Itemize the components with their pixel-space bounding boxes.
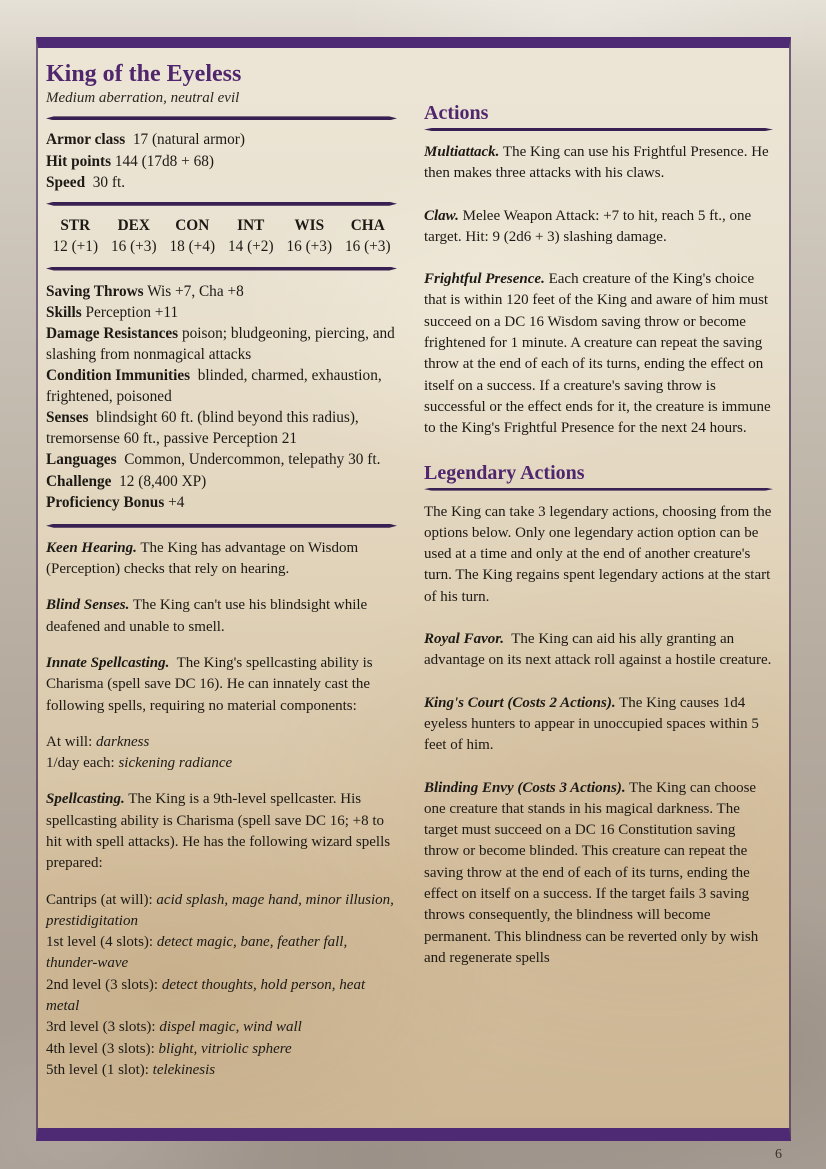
stat-block-frame	[36, 37, 791, 1141]
core-properties	[46, 129, 397, 192]
stat-block-columns	[38, 48, 789, 1081]
divider-rule	[46, 202, 397, 206]
legendary-action-paragraph: King's Court (Costs 2 Actions). The King causes 1d4 eyeless hunters to appear in unoccupied spaces within 5 feet of him.	[424, 694, 759, 754]
divider-rule	[46, 116, 397, 120]
divider-rule	[46, 524, 397, 528]
detail-row: Challenge 12 (8,400 XP)	[46, 472, 207, 490]
actions-heading: Actions	[424, 102, 489, 124]
spell-level-row: 4th level (3 slots): blight, vitriolic sphere	[46, 1040, 292, 1057]
spell-level-row: 3rd level (3 slots): dispel magic, wind wall	[46, 1019, 302, 1036]
detail-row: Proficiency Bonus +4	[46, 493, 185, 511]
trait-paragraph: Blind Senses. The King can't use his blindsight while deafened and unable to smell.	[46, 597, 368, 635]
legendary-actions-heading: Legendary Actions	[424, 461, 585, 484]
action-paragraph: Multiattack. The King can use his Frightful Presence. He then makes three attacks with his claws.	[424, 144, 769, 182]
divider-rule	[46, 267, 397, 271]
heading-rule	[424, 128, 773, 131]
detail-row: Saving Throws Wis +7, Cha +8	[46, 282, 244, 300]
ability-column: CHA 16 (+3)	[344, 216, 391, 256]
prepared-spell-list	[46, 890, 397, 1082]
spell-level-row: 2nd level (3 slots): detect thoughts, hold person, heat metal	[46, 976, 366, 1015]
ability-column: INT 14 (+2)	[227, 216, 274, 256]
innate-spell-row: 1/day each: sickening radiance	[46, 755, 233, 772]
action-paragraph: Claw. Melee Weapon Attack: +7 to hit, reach 5 ft., one target. Hit: 9 (2d6 + 3) slashing damage.	[424, 207, 752, 245]
legendary-action-paragraph: Royal Favor. The King can aid his ally granting an advantage on its next attack roll against a hostile creature.	[424, 631, 772, 669]
detail-row: Languages Common, Undercommon, telepathy 30 ft.	[46, 451, 381, 469]
detail-row: Condition Immunities blinded, charmed, exhaustion, frightened, poisoned	[46, 366, 382, 406]
page-number: 6	[775, 1147, 782, 1162]
ability-column: WIS 16 (+3)	[286, 216, 333, 256]
detail-properties	[46, 281, 397, 513]
monster-subtitle: Medium aberration, neutral evil	[46, 90, 240, 107]
trait-paragraph: Innate Spellcasting. The King's spellcasting ability is Charisma (spell save DC 16). He can innately cast the following spells, requiring no material components:	[46, 654, 373, 714]
property-row: Hit points 144 (17d8 + 68)	[46, 152, 214, 170]
detail-row: Skills Perception +11	[46, 303, 179, 321]
property-row: Speed 30 ft.	[46, 173, 126, 191]
detail-row: Senses blindsight 60 ft. (blind beyond this radius), tremorsense 60 ft., passive Perception 21	[46, 409, 359, 448]
spell-level-row: 1st level (4 slots): detect magic, bane, feather fall, thunder-wave	[46, 934, 348, 972]
ability-column: STR 12 (+1)	[52, 216, 99, 256]
property-row: Armor class 17 (natural armor)	[46, 131, 245, 149]
ability-column: DEX 16 (+3)	[110, 216, 157, 256]
innate-spell-list	[46, 732, 397, 775]
legendary-action-paragraph: Blinding Envy (Costs 3 Actions). The King can choose one creature that stands in his magical darkness. The target must succeed on a DC 16 Constitution saving throw or become blinded. This creature can repeat the saving throw at the end of each of its turns, ending the effect on itself on a success. If the target fails 3 saving throws consequently, the blindness will become permanent. This blindness can be reverted only by wish and regenerate spells	[424, 779, 759, 966]
legendary-intro-paragraph: The King can take 3 legendary actions, choosing from the options below. Only one legendary action option can be used at a time and only at the end of another creature's turn. The King regains spent legendary actions at the start of his turn.	[424, 503, 772, 605]
innate-spell-row: At will: darkness	[46, 733, 150, 750]
detail-row: Damage Resistances poison; bludgeoning, piercing, and slashing from nonmagical attacks	[46, 324, 395, 363]
spell-level-row: Cantrips (at will): acid splash, mage hand, minor illusion, prestidigitation	[46, 891, 394, 929]
ability-score-table	[46, 215, 397, 258]
spell-level-row: 5th level (1 slot): telekinesis	[46, 1061, 216, 1078]
trait-paragraph: Keen Hearing. The King has advantage on Wisdom (Perception) checks that rely on hearing.	[46, 539, 359, 578]
monster-title: King of the Eyeless	[46, 61, 242, 87]
ability-column: CON 18 (+4)	[169, 216, 216, 256]
right-column	[424, 57, 773, 1081]
left-column	[46, 57, 397, 1081]
trait-paragraph: Spellcasting. The King is a 9th-level spellcaster. His spellcasting ability is Charisma (spell save DC 16; +8 to hit with spell attacks). He has the following wizard spells prepared:	[46, 791, 391, 872]
column-gap	[397, 57, 424, 1081]
action-paragraph: Frightful Presence. Each creature of the King's choice that is within 120 feet of the King and aware of him must succeed on a DC 16 Wisdom saving throw or become frightened for 1 minute. A creature can repeat the saving throw at the end of each of its turns, ending the effect on itself on a success. If a creature's saving throw is successful or the effect ends for it, the creature is immune to the King's Frightful Presence for the next 24 hours.	[424, 271, 771, 437]
heading-rule	[424, 488, 773, 491]
